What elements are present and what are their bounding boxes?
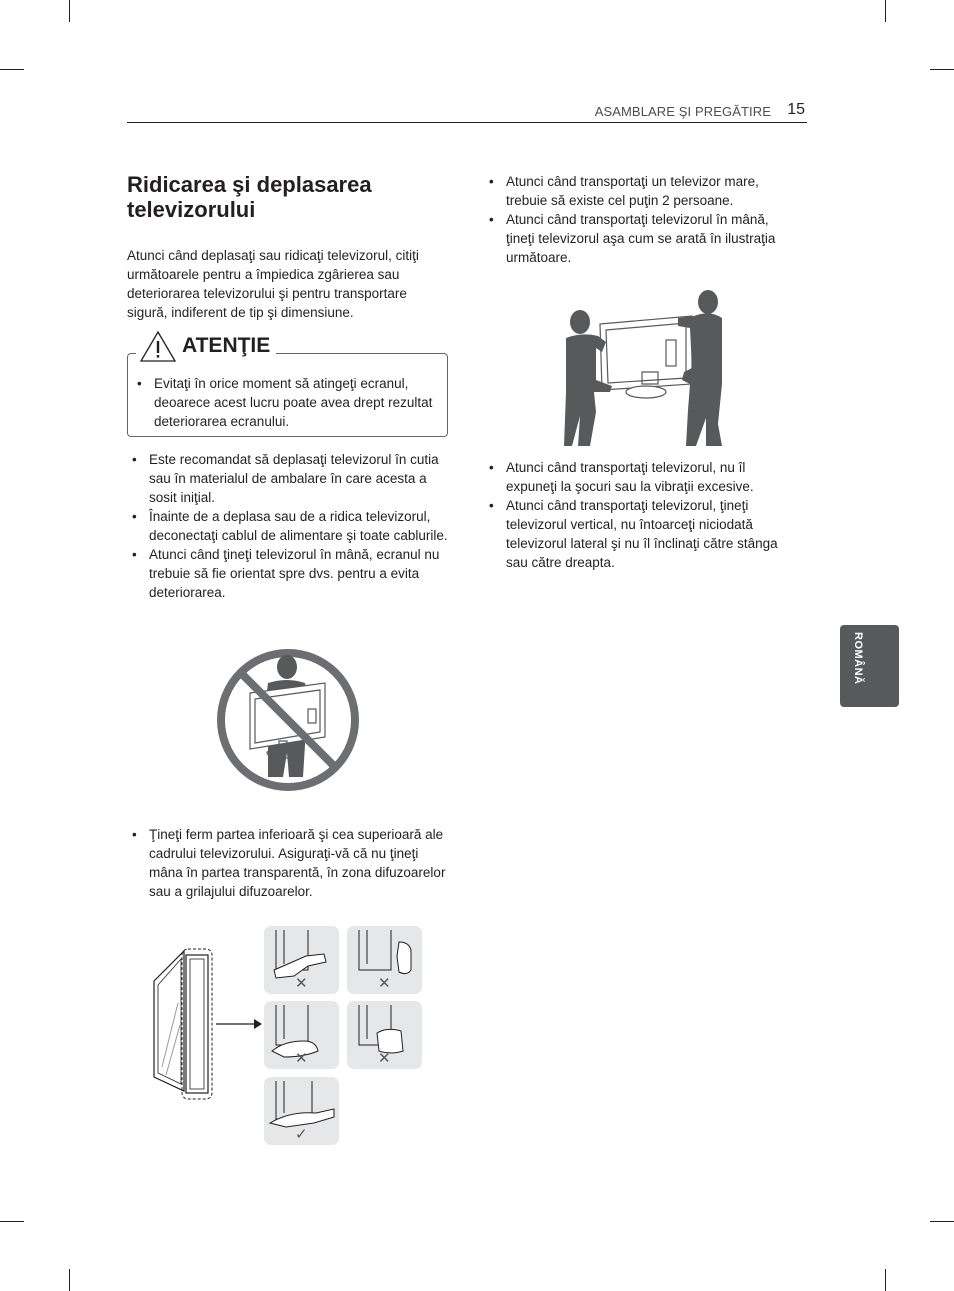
crop-mark [930,69,954,70]
caution-list [132,374,444,431]
grip-tile [347,1001,422,1069]
list-item: • Atunci când transportaţi un televizor mare, trebuie să existe cel puţin 2 persoane. [484,172,800,210]
crop-mark [885,0,886,22]
no-screen-facing-illustration [213,645,363,795]
left-bullet-list-2 [127,825,449,901]
language-tab [840,625,899,707]
grip-tile [347,926,422,994]
section-title: ASAMBLARE ŞI PREGĂTIRE [594,104,771,119]
right-bullet-list-top [484,172,800,267]
cross-mark-icon: ✕ [295,1049,308,1067]
caution-label: ATENŢIE [182,334,271,357]
crop-mark [0,1221,24,1222]
right-bullet-list-bottom [484,458,800,572]
page-title: Ridicarea şi deplasarea televizorului [127,172,372,222]
list-item: • Atunci când transportaţi televizorul, ţineţi televizorul vertical, nu întoarceţi niciodată televizorul lateral şi nu îl înclinaţi către stânga sau către dreapta. [484,496,800,572]
list-item: • Este recomandat să deplasaţi televizorul în cutia sau în materialul de ambalare în care acesta a sosit iniţial. [127,450,449,507]
cross-mark-icon: ✕ [378,974,391,992]
intro-paragraph: Atunci când deplasaţi sau ridicaţi televizorul, citiţi următoarele pentru a împiedica zgârierea sau deteriorarea televizorului şi pentru transportare sigură, indiferent de tip şi dimensiune. [127,248,419,320]
check-mark-icon: ✓ [295,1125,308,1143]
language-tab-label: ROMÂNĂ [852,632,864,685]
list-item: • Atunci când transportaţi televizorul în mână, ţineţi televizorul aşa cum se arată în ilustraţia următoare. [484,210,800,267]
caution-heading [136,330,276,362]
crop-mark [930,1221,954,1222]
warning-icon [139,330,177,362]
list-item: • Atunci când ţineţi televizorul în mână, ecranul nu trebuie să fie orientat spre dvs. pentru a evita deteriorarea. [127,545,449,602]
caution-item: • Evitaţi în orice moment să atingeţi ecranul, deoarece acest lucru poate avea drept rezultat deteriorarea ecranului. [132,374,444,431]
caution-box [127,353,448,437]
cross-mark-icon: ✕ [378,1049,391,1067]
page-number: 15 [787,101,805,118]
crop-mark [69,1269,70,1291]
cross-mark-icon: ✕ [295,974,308,992]
arrow-icon [216,1018,262,1030]
grip-tile [264,1077,339,1145]
tv-outline [600,316,692,398]
page-header [127,100,807,123]
crop-mark [0,69,24,70]
list-item: • Înainte de a deplasa sau de a ridica televizorul, deconectaţi cablul de alimentare şi toate cablurile. [127,507,449,545]
crop-mark [69,0,70,22]
list-item: • Ţineţi ferm partea inferioară şi cea superioară ale cadrului televizorului. Asiguraţi-vă că nu ţineţi mâna în partea transparentă, în zona difuzoarelor sau a grilajului difuzoarelor. [127,825,449,901]
crop-mark [885,1269,886,1291]
list-item: • Atunci când transportaţi televizorul, nu îl expuneţi la şocuri sau la vibraţii excesive. [484,458,800,496]
two-person-carry-illustration [562,288,742,448]
left-bullet-list [127,450,449,602]
grip-tile [264,926,339,994]
grip-tile [264,1001,339,1069]
